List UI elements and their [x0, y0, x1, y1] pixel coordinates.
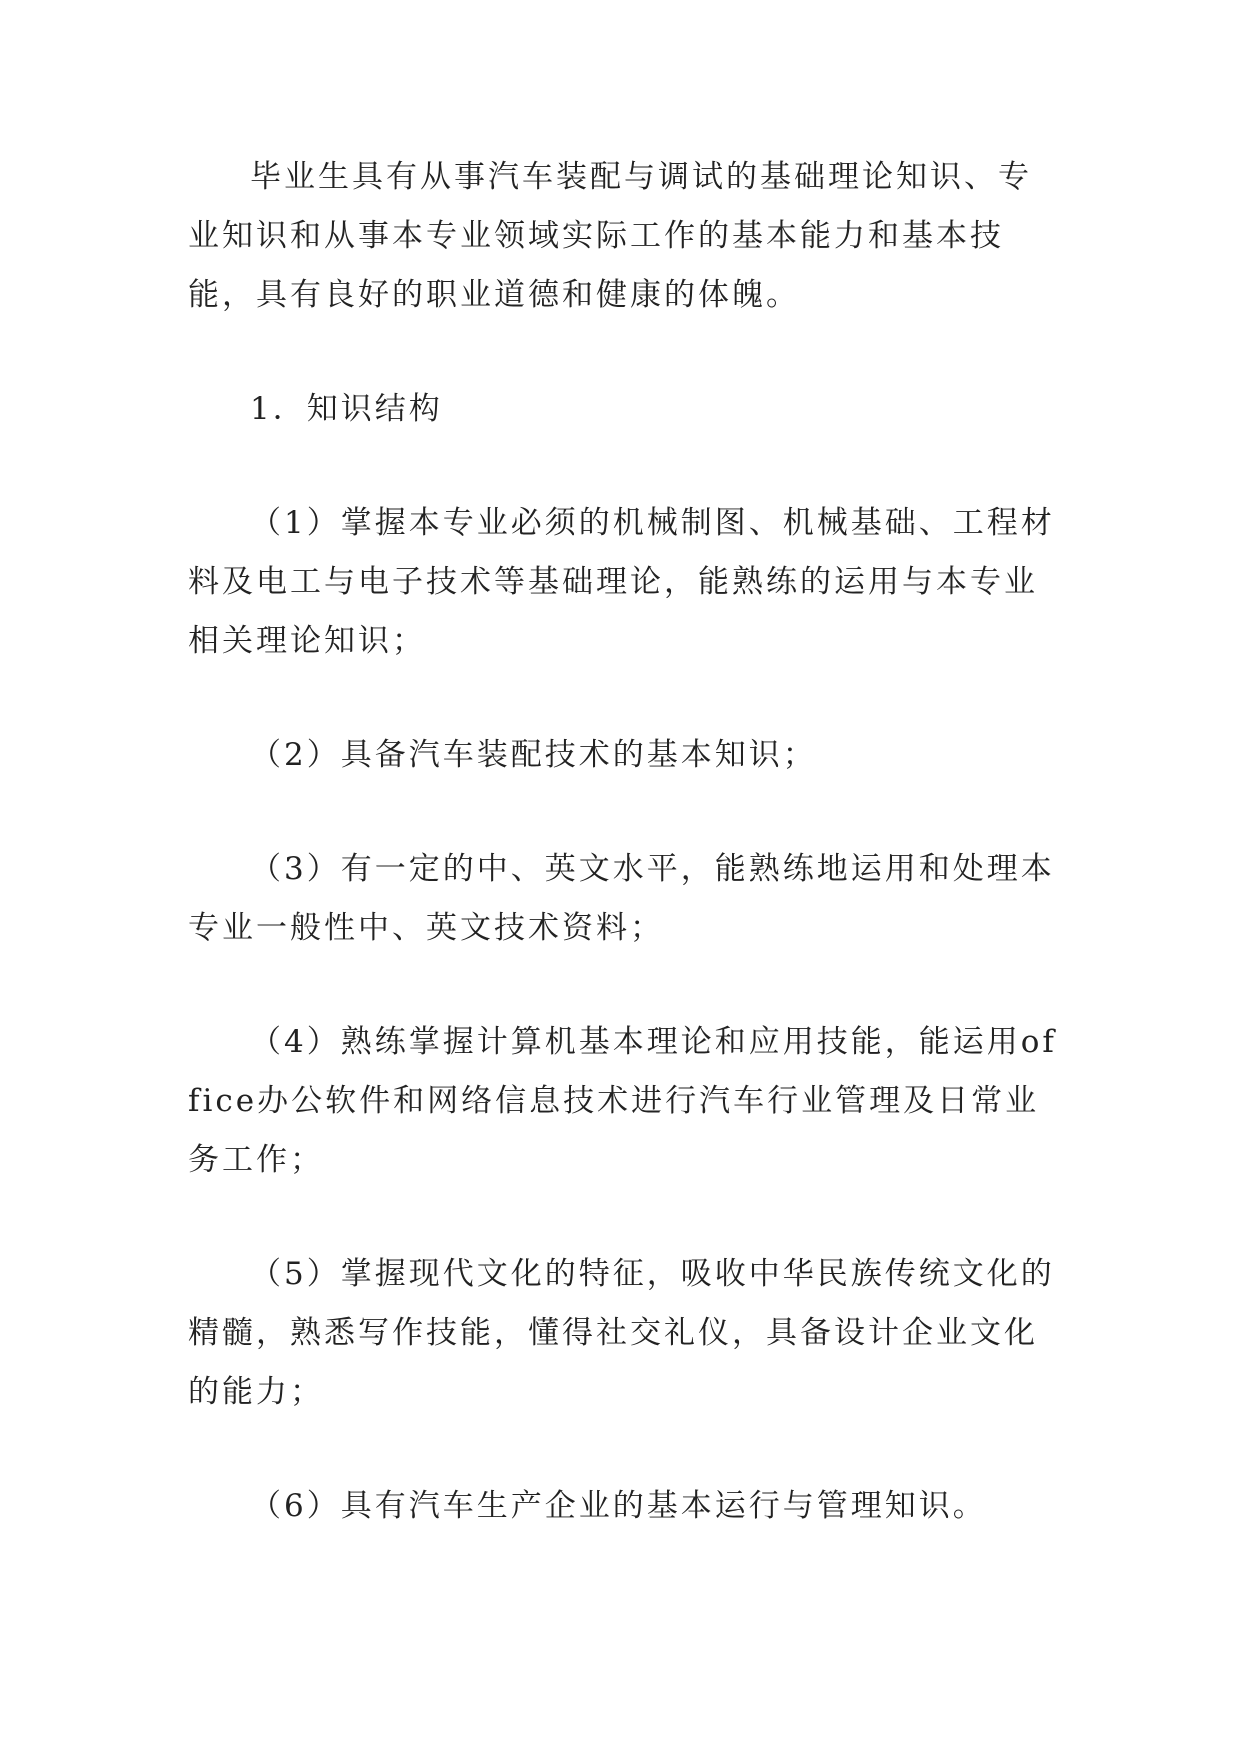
list-item: （5）掌握现代文化的特征，吸收中华民族传统文化的精髓，熟悉写作技能，懂得社交礼仪，具备设计企业文化的能力；	[188, 1256, 1055, 1410]
list-item: （3）有一定的中、英文水平，能熟练地运用和处理本专业一般性中、英文技术资料；	[188, 851, 1055, 946]
list-item: （2）具备汽车装配技术的基本知识；	[250, 737, 817, 773]
list-item: （1）掌握本专业必须的机械制图、机械基础、工程材料及电工与电子技术等基础理论，能熟练的运用与本专业相关理论知识；	[188, 505, 1055, 659]
paragraph-spacer	[188, 325, 1063, 380]
document-content	[188, 148, 1063, 1536]
list-item: （4）熟练掌握计算机基本理论和应用技能，能运用office办公软件和网络信息技术进行汽车行业管理及日常业务工作；	[188, 1024, 1057, 1178]
intro-paragraph: 毕业生具有从事汽车装配与调试的基础理论知识、专业知识和从事本专业领域实际工作的基本能力和基本技能，具有良好的职业道德和健康的体魄。	[188, 159, 1032, 313]
list-item: （6）具有汽车生产企业的基本运行与管理知识。	[250, 1488, 987, 1524]
paragraph-spacer	[188, 439, 1063, 494]
section-title: 1．知识结构	[250, 391, 443, 427]
